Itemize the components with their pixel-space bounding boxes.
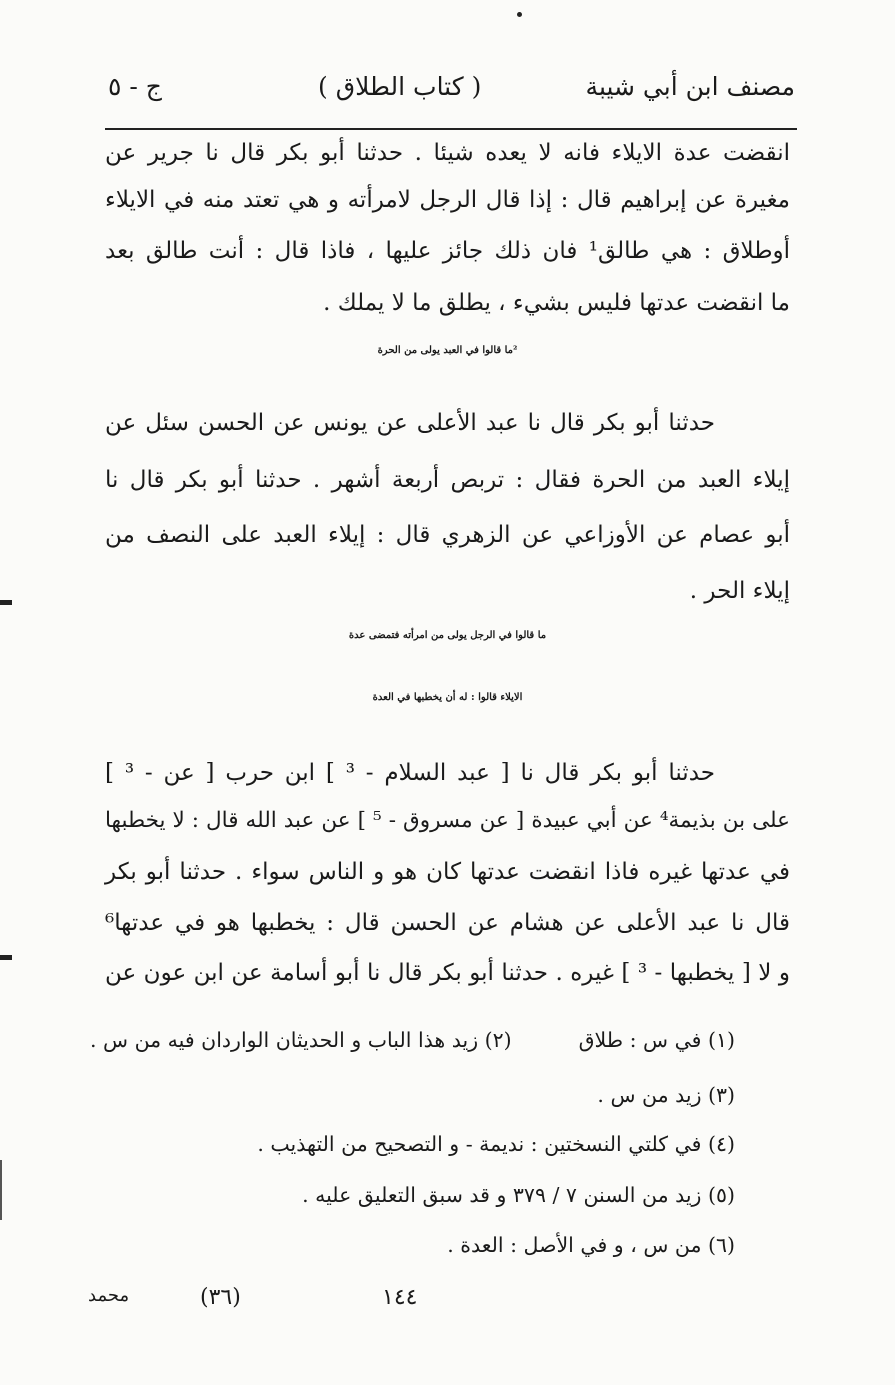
text-line: حدثنا أبو بكر قال نا عبد الأعلى عن يونس عن الحسن سئل عن (105, 410, 715, 436)
text-line: أبو عصام عن الأوزاعي عن الزهري قال : إيلاء العبد على النصف من (105, 522, 790, 548)
text-line: حدثنا أبو بكر قال نا [ عبد السلام - ³ ] ابن حرب [ عن - ³ ] (105, 760, 715, 786)
scan-mark (0, 955, 12, 960)
text-line: و لا [ يخطبها - ³ ] غيره . حدثنا أبو بكر قال نا أبو أسامة عن ابن عون عن (105, 960, 790, 986)
section-heading: ما قالوا في الرجل يولى من امرأته فتمضى عدة (348, 630, 547, 641)
section-heading: ²ما قالوا في العبد يولى من الحرة (377, 345, 518, 356)
scan-mark (0, 1160, 2, 1220)
text-line: في عدتها غيره فاذا انقضت عدتها كان هو و الناس سواء . حدثنا أبو بكر (105, 859, 790, 885)
text-line: إيلاء العبد من الحرة فقال : تربص أربعة أشهر . حدثنا أبو بكر قال نا (105, 467, 790, 493)
chapter-title: ( كتاب الطلاق ) (318, 72, 482, 101)
footnote: (٥) زيد من السنن ٧ / ٣٧٩ و قد سبق التعليق عليه . (302, 1183, 735, 1207)
footnote: (١) في س : طلاق (578, 1028, 735, 1052)
page-number: ١٤٤ (382, 1285, 418, 1310)
book-title: مصنف ابن أبي شيبة (585, 72, 795, 101)
text-line: إيلاء الحر . (689, 578, 790, 604)
text-line: قال نا عبد الأعلى عن هشام عن الحسن قال : يخطبها هو في عدتها⁶ (105, 910, 790, 936)
footnote: (٦) من س ، و في الأصل : العدة . (447, 1233, 735, 1257)
volume-label: ج - ٥ (108, 72, 162, 101)
text-line: ما انقضت عدتها فليس بشيء ، يطلق ما لا يملك . (323, 290, 790, 316)
footnote: (٤) في كلتي النسختين : نديمة - و التصحيح من التهذيب . (257, 1132, 735, 1156)
signature: محمد (88, 1285, 130, 1306)
footnote: (٢) زيد هذا الباب و الحديثان الواردان فيه من س . (90, 1028, 512, 1052)
header-rule (105, 128, 797, 130)
text-line: مغيرة عن إبراهيم قال : إذا قال الرجل لامرأته و هي تعتد منه في الايلاء (105, 187, 790, 213)
scan-mark (0, 600, 12, 605)
text-line: انقضت عدة الايلاء فانه لا يعده شيئا . حدثنا أبو بكر قال نا جرير عن (105, 140, 790, 166)
section-heading: الايلاء قالوا : له أن يخطبها في العدة (372, 692, 523, 703)
bracket-number: (٣٦) (200, 1285, 241, 1310)
text-line: أوطلاق : هي طالق¹ فان ذلك جائز عليها ، فاذا قال : أنت طالق بعد (105, 238, 791, 264)
footnote: (٣) زيد من س . (597, 1083, 735, 1107)
ink-dot (517, 12, 522, 17)
text-line: على بن بذيمة⁴ عن أبي عبيدة [ عن مسروق - ⁵ ] عن عبد الله قال : لا يخطبها (105, 808, 790, 833)
